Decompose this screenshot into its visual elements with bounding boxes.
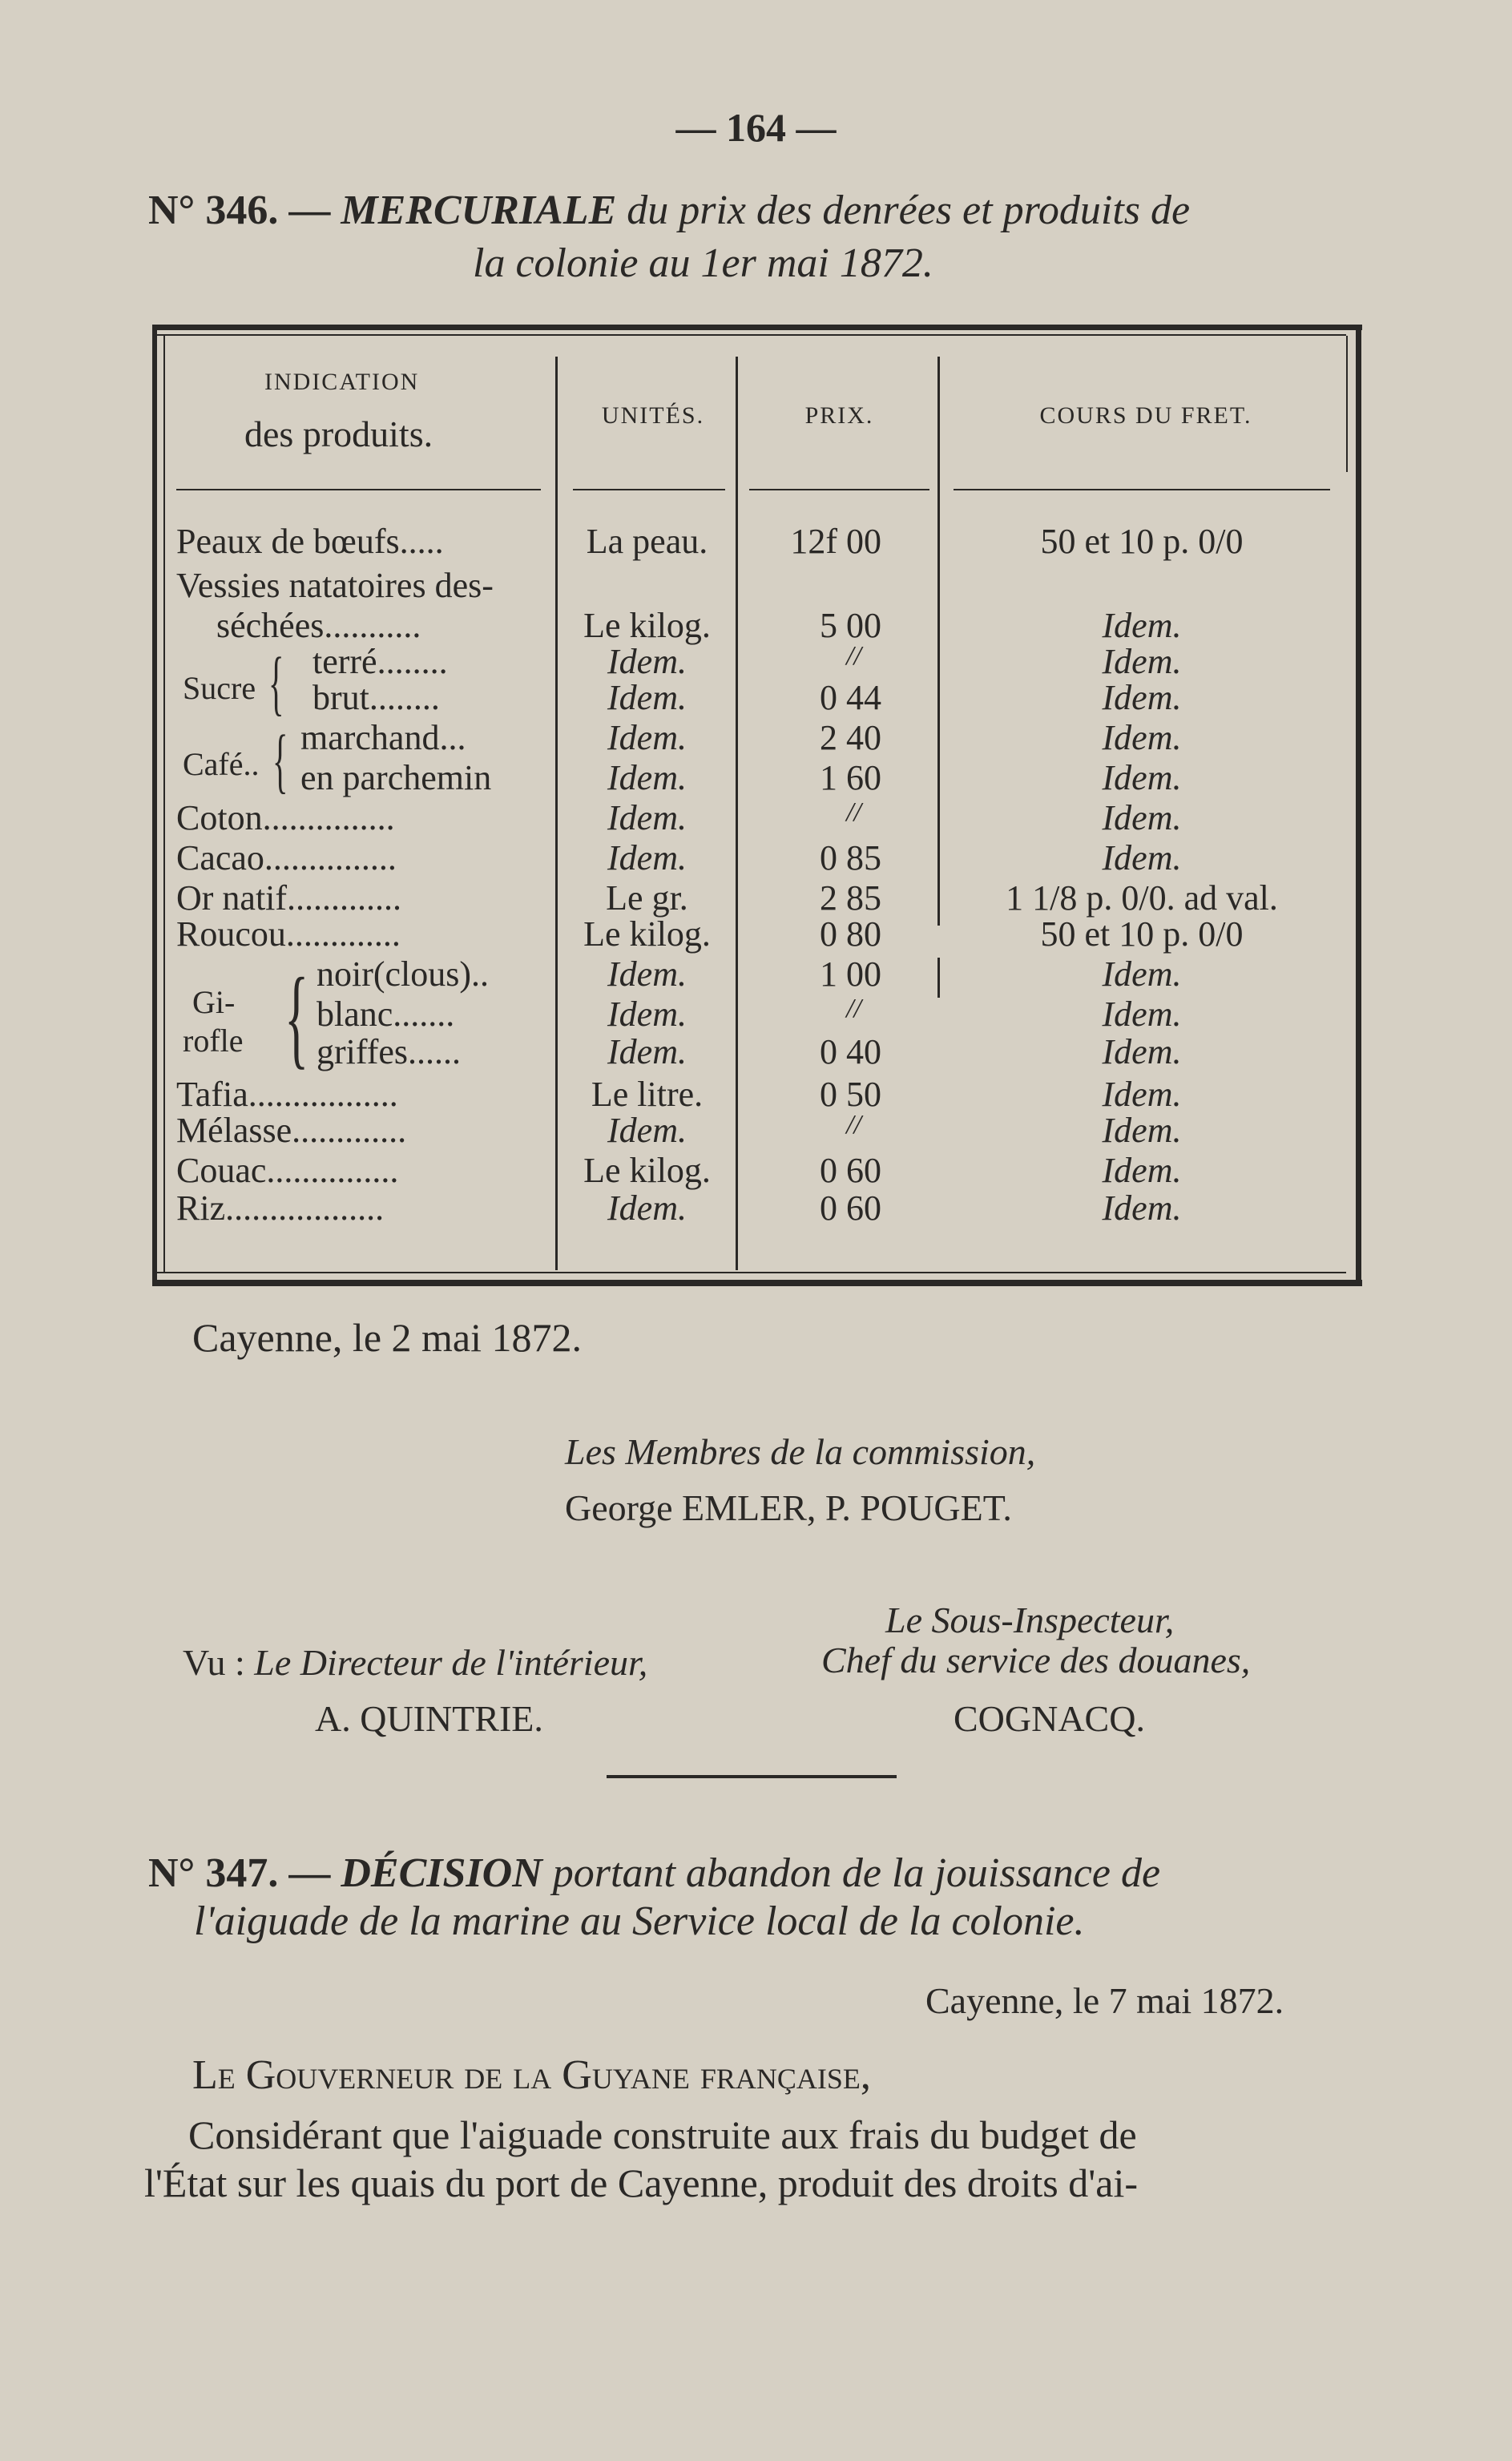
price-cell: 0 44 — [820, 678, 881, 717]
product-cell: terré........ — [312, 642, 448, 681]
body-line-2: l'État sur les quais du port de Cayenne, produit des droits d'ai- — [144, 2160, 1138, 2205]
price-cell: 0 40 — [820, 1032, 881, 1071]
table-right-border-thin — [1346, 336, 1348, 472]
commission-names: George EMLER, P. POUGET. — [565, 1487, 1012, 1528]
brace-girofle: { — [284, 955, 309, 1079]
fret-cell: Idem. — [1102, 642, 1182, 681]
table-left-border — [152, 325, 157, 1286]
unit-cell: Idem. — [607, 838, 687, 877]
table-bottom-rule — [152, 1280, 1362, 1286]
fret-cell: Idem. — [1102, 798, 1182, 837]
doc-347-title-word: DÉCISION — [341, 1850, 542, 1896]
sous-inspecteur-name: COGNACQ. — [954, 1698, 1145, 1739]
unit-cell: Idem. — [607, 954, 687, 994]
unit-cell: Le gr. — [606, 878, 688, 918]
body-line-1: Considérant que l'aiguade construite aux frais du budget de — [188, 2112, 1137, 2157]
price-cell: 0 60 — [820, 1151, 881, 1190]
fret-cell: Idem. — [1102, 678, 1182, 717]
product-cell: griffes...... — [317, 1032, 462, 1071]
vu-label: Vu : — [183, 1642, 245, 1683]
group-label-cafe: Café.. — [183, 746, 260, 782]
price-cell: 2 85 — [820, 878, 881, 918]
brace-cafe: { — [272, 721, 288, 801]
table-left-border-thin — [163, 336, 165, 1273]
product-cell: séchées........... — [216, 606, 421, 645]
product-cell: Or natif............. — [176, 878, 402, 918]
product-cell: Couac............... — [176, 1151, 399, 1190]
fret-cell: Idem. — [1102, 758, 1182, 797]
price-cell: // — [846, 994, 861, 1023]
price-cell: 5 00 — [820, 606, 881, 645]
price-cell: // — [846, 797, 861, 827]
vu-line — [183, 1641, 647, 1684]
doc-346-title-rest-2: la colonie au 1er mai 1872. — [473, 240, 933, 286]
fret-cell: Idem. — [1102, 994, 1182, 1034]
doc-347-title-line-1 — [148, 1847, 1160, 1900]
fret-cell: Idem. — [1102, 718, 1182, 757]
section-divider — [607, 1775, 897, 1778]
header-indication: INDICATION — [264, 369, 420, 395]
unit-cell: Le kilog. — [583, 1151, 711, 1190]
unit-cell: La peau. — [586, 522, 708, 561]
price-cell: 2 40 — [820, 718, 881, 757]
product-cell: Coton............... — [176, 798, 395, 837]
doc-347-title-rest-2: l'aiguade de la marine au Service local de la colonie. — [194, 1898, 1085, 1944]
product-cell: marchand... — [300, 718, 466, 757]
col-sep-2 — [736, 357, 738, 1270]
group-label-sucre: Sucre — [183, 670, 256, 706]
fret-cell: Idem. — [1102, 1032, 1182, 1071]
product-cell: Mélasse............. — [176, 1111, 407, 1150]
fret-cell: Idem. — [1102, 606, 1182, 645]
header-rule-3 — [749, 489, 929, 490]
fret-cell: Idem. — [1102, 1111, 1182, 1150]
price-cell: 0 60 — [820, 1188, 881, 1228]
header-rule-1 — [176, 489, 541, 490]
unit-cell: Idem. — [607, 642, 687, 681]
unit-cell: Idem. — [607, 718, 687, 757]
fret-cell: 1 1/8 p. 0/0. ad val. — [1006, 878, 1278, 918]
page-number: — 164 — — [675, 105, 837, 150]
price-cell: // — [846, 1110, 861, 1140]
header-unites: UNITÉS. — [601, 402, 705, 429]
product-cell: blanc....... — [317, 994, 455, 1034]
group-label-girofle-1: Gi- — [192, 984, 236, 1020]
price-table — [152, 325, 1362, 1290]
doc-346-title-word: MERCURIALE — [341, 188, 617, 233]
price-cell: 0 50 — [820, 1075, 881, 1114]
place-date-347: Cayenne, le 7 mai 1872. — [925, 1980, 1284, 2021]
doc-346-title-rest-1: du prix des denrées et produits de — [627, 188, 1191, 233]
col-sep-1 — [555, 357, 558, 1270]
product-cell: Roucou............. — [176, 914, 401, 954]
doc-347-number: N° 347. — — [148, 1850, 331, 1896]
product-cell: Tafia................. — [176, 1075, 398, 1114]
sous-inspecteur-title: Le Sous-Inspecteur, — [885, 1600, 1175, 1640]
col-sep-3b — [937, 958, 940, 998]
price-cell: 0 80 — [820, 914, 881, 954]
place-date-346: Cayenne, le 2 mai 1872. — [192, 1315, 582, 1360]
header-des-produits: des produits. — [244, 414, 433, 454]
governor-line: Le Gouverneur de la Guyane française, — [192, 2052, 871, 2098]
unit-cell: Idem. — [607, 1111, 687, 1150]
unit-cell: Idem. — [607, 1188, 687, 1228]
doc-347-title-rest-1: portant abandon de la jouissance de — [552, 1850, 1161, 1896]
table-top-rule-thin — [152, 334, 1346, 336]
product-cell: en parchemin — [300, 758, 492, 797]
price-cell: 1 00 — [820, 954, 881, 994]
header-rule-4 — [954, 489, 1330, 490]
header-prix: PRIX. — [804, 402, 874, 429]
header-rule-2 — [573, 489, 725, 490]
product-cell: Cacao............... — [176, 838, 397, 877]
product-cell: Riz.................. — [176, 1188, 385, 1228]
directeur-name: A. QUINTRIE. — [315, 1698, 543, 1739]
unit-cell: Idem. — [607, 798, 687, 837]
fret-cell: Idem. — [1102, 1151, 1182, 1190]
unit-cell: Idem. — [607, 678, 687, 717]
table-bottom-rule-thin — [152, 1272, 1346, 1273]
price-cell: 1 60 — [820, 758, 881, 797]
unit-cell: Le kilog. — [583, 606, 711, 645]
fret-cell: 50 et 10 p. 0/0 — [1040, 522, 1244, 561]
doc-346-title-line-1 — [148, 184, 1190, 237]
unit-cell: Idem. — [607, 758, 687, 797]
table-right-border — [1356, 325, 1361, 1286]
unit-cell: Le kilog. — [583, 914, 711, 954]
table-top-rule — [152, 325, 1362, 330]
col-sep-3 — [937, 357, 940, 926]
price-cell: 12f 00 — [790, 522, 881, 561]
header-cours-du-fret: COURS DU FRET. — [1039, 402, 1252, 429]
fret-cell: 50 et 10 p. 0/0 — [1040, 914, 1244, 954]
brace-sucre: { — [268, 643, 284, 723]
directeur-title: Le Directeur de l'intérieur, — [254, 1642, 648, 1683]
unit-cell: Idem. — [607, 994, 687, 1034]
unit-cell: Idem. — [607, 1032, 687, 1071]
unit-cell: Le litre. — [591, 1075, 704, 1114]
commission-title: Les Membres de la commission, — [565, 1431, 1036, 1472]
fret-cell: Idem. — [1102, 954, 1182, 994]
product-cell: Vessies natatoires des- — [176, 566, 494, 605]
price-cell: 0 85 — [820, 838, 881, 877]
fret-cell: Idem. — [1102, 1075, 1182, 1114]
group-label-girofle-2: rofle — [183, 1023, 244, 1059]
doc-346-number: N° 346. — — [148, 188, 331, 233]
product-cell: noir(clous).. — [317, 954, 490, 994]
product-cell: brut........ — [312, 678, 440, 717]
fret-cell: Idem. — [1102, 838, 1182, 877]
product-cell: Peaux de bœufs..... — [176, 522, 444, 561]
price-cell: // — [846, 641, 861, 671]
chef-service-title: Chef du service des douanes, — [821, 1640, 1251, 1680]
fret-cell: Idem. — [1102, 1188, 1182, 1228]
